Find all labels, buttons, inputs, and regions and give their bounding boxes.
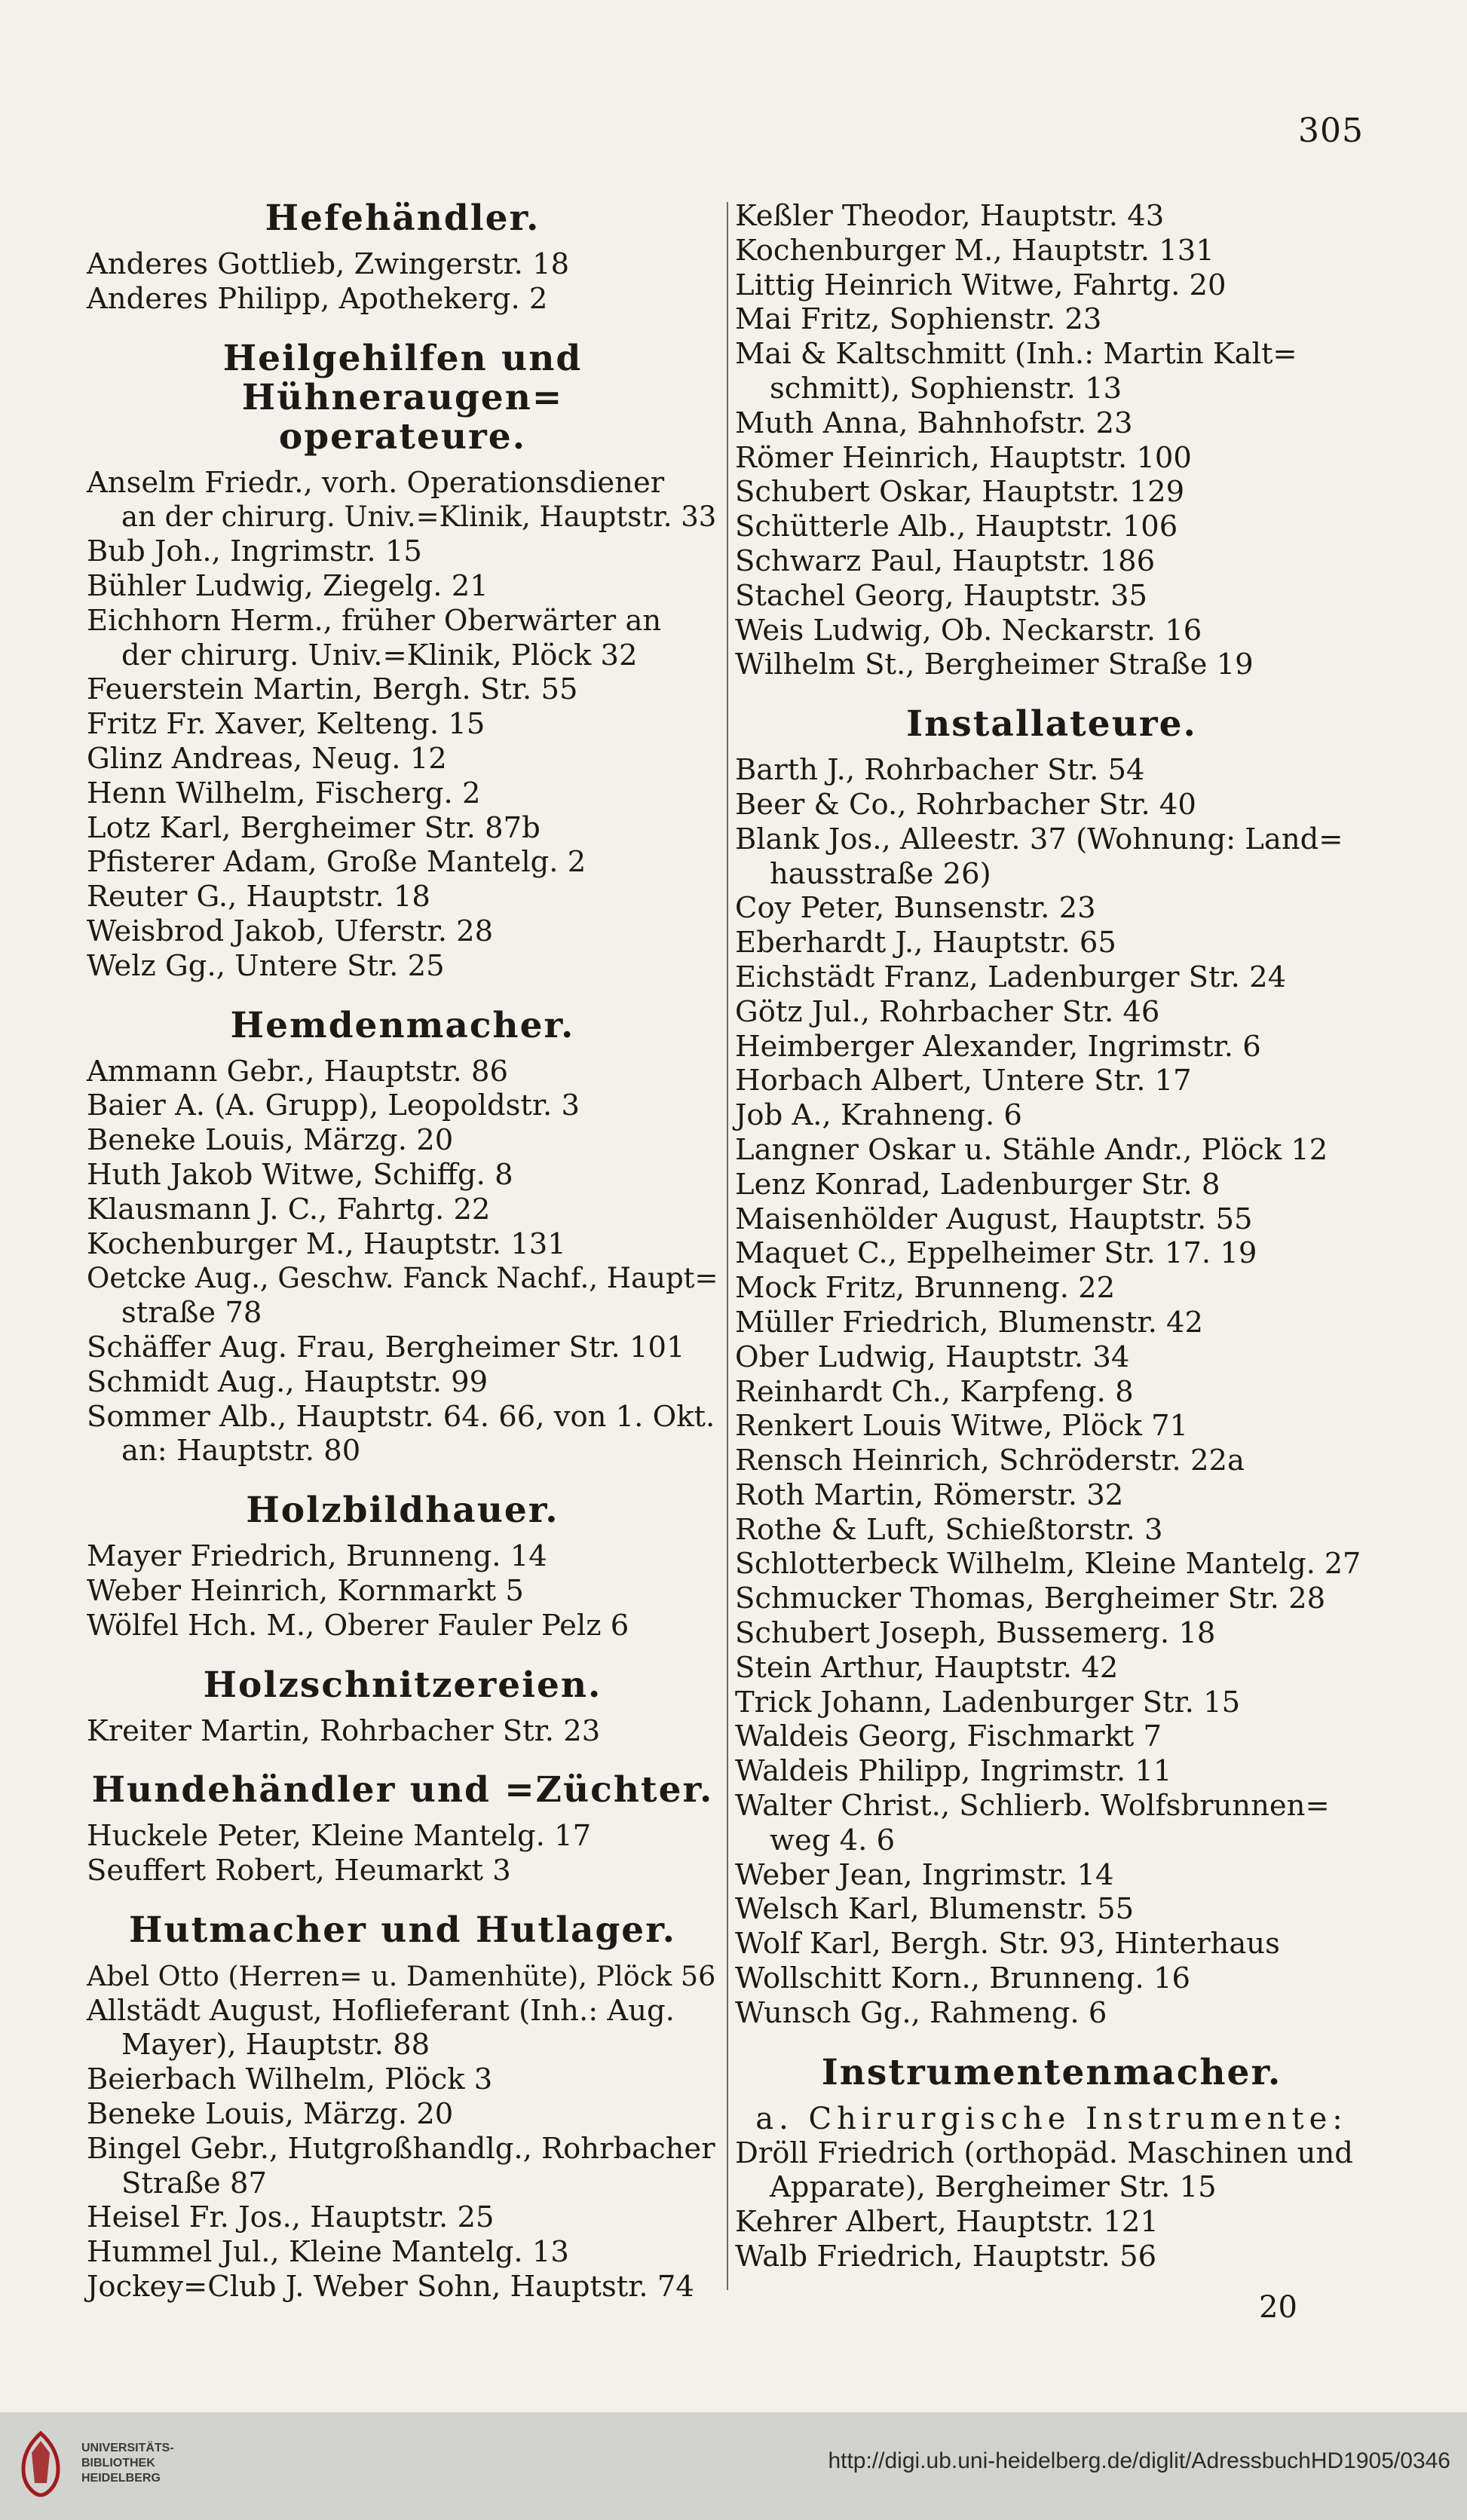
university-library-logo-icon <box>14 2430 68 2498</box>
directory-entry: Abel Otto (Herren= u. Damenhüte), Plöck 56 <box>87 1959 716 1992</box>
directory-entry: Henn Wilhelm, Fischerg. 2 <box>87 776 481 810</box>
page-number: 305 <box>1298 112 1364 150</box>
directory-entry: Wollschitt Korn., Brunneng. 16 <box>735 1961 1190 1996</box>
section-gap <box>87 984 718 1006</box>
directory-entry: Eichhorn Herm., früher Oberwärter an <box>87 603 662 638</box>
section-heading: Hutmacher und Hutlager. <box>128 1909 677 1951</box>
directory-entry: Weisbrod Jakob, Uferstr. 28 <box>87 914 494 948</box>
directory-entry: Sommer Alb., Hauptstr. 64. 66, von 1. Okt. <box>87 1399 715 1434</box>
directory-entry: Baier A. (A. Grupp), Leopoldstr. 3 <box>87 1089 580 1123</box>
directory-entry-continuation: weg 4. 6 <box>770 1823 896 1857</box>
directory-entry-continuation: hausstraße 26) <box>770 856 991 891</box>
directory-entry: Müller Friedrich, Blumenstr. 42 <box>735 1305 1204 1340</box>
directory-entry: Waldeis Georg, Fischmarkt 7 <box>735 1719 1162 1754</box>
directory-entry: Mai & Kaltschmitt (Inh.: Martin Kalt= <box>735 337 1297 372</box>
directory-entry: Beneke Louis, Märzg. 20 <box>87 2097 454 2132</box>
directory-entry: Götz Jul., Rohrbacher Str. 46 <box>735 994 1160 1029</box>
directory-entry: Kochenburger M., Hauptstr. 131 <box>87 1226 566 1261</box>
directory-entry: Schubert Joseph, Bussemerg. 18 <box>735 1616 1216 1651</box>
directory-entry: Hummel Jul., Kleine Mantelg. 13 <box>87 2235 569 2270</box>
directory-entry: Schwarz Paul, Hauptstr. 186 <box>735 543 1156 578</box>
viewer-footer <box>0 2412 1467 2520</box>
section-heading: Hundehändler und =Züchter. <box>91 1769 714 1811</box>
directory-entry: Weber Jean, Ingrimstr. 14 <box>735 1857 1114 1892</box>
heading-gap <box>87 238 718 247</box>
directory-entry: Walb Friedrich, Hauptstr. 56 <box>735 2240 1157 2274</box>
heading-gap <box>87 1046 718 1055</box>
directory-entry: Huth Jakob Witwe, Schiffg. 8 <box>87 1157 513 1192</box>
directory-entry: Rensch Heinrich, Schröderstr. 22a <box>735 1444 1245 1478</box>
directory-entry: Mai Fritz, Sophienstr. 23 <box>735 302 1102 337</box>
directory-entry: Lotz Karl, Bergheimer Str. 87b <box>87 810 541 845</box>
section-heading: Holzschnitzereien. <box>203 1664 602 1706</box>
library-name <box>81 2441 174 2486</box>
directory-entry-continuation: schmitt), Sophienstr. 13 <box>770 371 1122 406</box>
directory-entry: Anselm Friedr., vorh. Operationsdiener <box>87 465 665 500</box>
directory-entry-continuation: der chirurg. Univ.=Klinik, Plöck 32 <box>121 638 638 672</box>
directory-entry: Huckele Peter, Kleine Mantelg. 17 <box>87 1819 592 1854</box>
column-divider <box>727 202 728 2290</box>
directory-entry: Job A., Krahneng. 6 <box>735 1098 1022 1133</box>
directory-entry: Heisel Fr. Jos., Hauptstr. 25 <box>87 2200 495 2235</box>
directory-entry: Anderes Gottlieb, Zwingerstr. 18 <box>87 247 570 281</box>
directory-entry: Klausmann J. C., Fahrtg. 22 <box>87 1192 491 1226</box>
directory-entry: Allstädt August, Hoflieferant (Inh.: Aug. <box>87 1993 675 2028</box>
directory-entry: Barth J., Rohrbacher Str. 54 <box>735 753 1145 788</box>
section-heading: Holzbildhauer. <box>246 1490 559 1532</box>
section-heading: Heilgehilfen und Hühneraugen= <box>222 337 583 418</box>
directory-entry: Schäffer Aug. Frau, Bergheimer Str. 101 <box>87 1330 685 1364</box>
directory-entry: Welz Gg., Untere Str. 25 <box>87 948 445 983</box>
directory-entry-continuation: Mayer), Hauptstr. 88 <box>121 2028 430 2062</box>
directory-entry: Muth Anna, Bahnhofstr. 23 <box>735 406 1133 440</box>
left-column <box>87 199 718 2304</box>
permalink-url[interactable]: http://digi.ub.uni-heidelberg.de/diglit/AdressbuchHD1905/0346 <box>828 2448 1450 2473</box>
directory-entry: Schmidt Aug., Hauptstr. 99 <box>87 1364 488 1399</box>
directory-entry: Kochenburger M., Hauptstr. 131 <box>735 233 1214 268</box>
directory-entry: Beierbach Wilhelm, Plöck 3 <box>87 2062 493 2097</box>
directory-entry: Weber Heinrich, Kornmarkt 5 <box>87 1573 524 1608</box>
directory-entry: Trick Johann, Ladenburger Str. 15 <box>735 1685 1241 1719</box>
section-heading: operateure. <box>278 415 527 458</box>
section-heading: Installateure. <box>906 703 1197 746</box>
directory-entry: Stachel Georg, Hauptstr. 35 <box>735 578 1148 613</box>
directory-entry: Reuter G., Hauptstr. 18 <box>87 880 430 914</box>
directory-entry: Blank Jos., Alleestr. 37 (Wohnung: Land= <box>735 822 1343 856</box>
directory-entry: Ober Ludwig, Hauptstr. 34 <box>735 1340 1130 1374</box>
section-subheading: a. Chirurgische Instrumente: <box>755 2101 1348 2136</box>
directory-entry: Pfisterer Adam, Große Mantelg. 2 <box>87 845 586 880</box>
section-gap <box>87 317 718 339</box>
directory-entry: Schütterle Alb., Hauptstr. 106 <box>735 510 1178 544</box>
directory-entry: Schubert Oskar, Hauptstr. 129 <box>735 475 1185 510</box>
directory-entry: Welsch Karl, Blumenstr. 55 <box>735 1892 1135 1927</box>
directory-entry: Kreiter Martin, Rohrbacher Str. 23 <box>87 1713 601 1748</box>
directory-entry: Seuffert Robert, Heumarkt 3 <box>87 1854 511 1888</box>
directory-entry: Beneke Louis, Märzg. 20 <box>87 1123 454 1158</box>
directory-entry: Bühler Ludwig, Ziegelg. 21 <box>87 568 488 603</box>
section-gap <box>87 1643 718 1666</box>
directory-entry: Mock Fritz, Brunneng. 22 <box>735 1271 1116 1306</box>
heading-gap <box>87 1950 718 1959</box>
directory-entry: Horbach Albert, Untere Str. 17 <box>735 1064 1192 1098</box>
directory-entry: Wilhelm St., Bergheimer Straße 19 <box>735 648 1254 682</box>
section-heading: Hemdenmacher. <box>230 1004 575 1046</box>
section-gap <box>735 2031 1368 2053</box>
directory-entry: Stein Arthur, Hauptstr. 42 <box>735 1650 1119 1685</box>
heading-gap <box>87 1530 718 1539</box>
heading-gap <box>87 1705 718 1714</box>
directory-entry: Wolf Karl, Bergh. Str. 93, Hinterhaus <box>735 1927 1280 1961</box>
directory-entry: Schmucker Thomas, Bergheimer Str. 28 <box>735 1582 1326 1616</box>
library-name-line: HEIDELBERG <box>81 2472 161 2485</box>
directory-entry: Dröll Friedrich (orthopäd. Maschinen und <box>735 2136 1353 2170</box>
directory-entry: Jockey=Club J. Weber Sohn, Hauptstr. 74 <box>87 2270 694 2304</box>
directory-entry: Schlotterbeck Wilhelm, Kleine Mantelg. 27 <box>735 1547 1361 1581</box>
section-heading: Instrumentenmacher. <box>821 2051 1282 2093</box>
directory-entry: Eichstädt Franz, Ladenburger Str. 24 <box>735 960 1287 994</box>
directory-entry: Reinhardt Ch., Karpfeng. 8 <box>735 1374 1134 1409</box>
directory-entry: Keßler Theodor, Hauptstr. 43 <box>735 199 1165 233</box>
directory-entry: Glinz Andreas, Neug. 12 <box>87 741 447 776</box>
directory-entry: Römer Heinrich, Hauptstr. 100 <box>735 440 1192 475</box>
right-column <box>735 199 1368 2274</box>
directory-entry: Kehrer Albert, Hauptstr. 121 <box>735 2205 1159 2240</box>
directory-entry: Waldeis Philipp, Ingrimstr. 11 <box>735 1754 1172 1789</box>
directory-entry: Renkert Louis Witwe, Plöck 71 <box>735 1409 1189 1444</box>
directory-entry: Eberhardt J., Hauptstr. 65 <box>735 926 1116 960</box>
directory-entry-continuation: an: Hauptstr. 80 <box>121 1434 361 1468</box>
directory-entry: Maquet C., Eppelheimer Str. 17. 19 <box>735 1236 1257 1271</box>
heading-gap <box>735 744 1368 753</box>
directory-entry: Wunsch Gg., Rahmeng. 6 <box>735 1995 1107 2030</box>
directory-entry-continuation: straße 78 <box>121 1296 262 1330</box>
directory-entry-continuation: an der chirurg. Univ.=Klinik, Hauptstr. 33 <box>121 501 717 534</box>
directory-entry: Lenz Konrad, Ladenburger Str. 8 <box>735 1167 1220 1202</box>
directory-entry: Bub Joh., Ingrimstr. 15 <box>87 534 422 569</box>
directory-entry: Weis Ludwig, Ob. Neckarstr. 16 <box>735 613 1202 648</box>
directory-entry: Roth Martin, Römerstr. 32 <box>735 1477 1124 1512</box>
section-gap <box>735 682 1368 705</box>
directory-entry: Rothe & Luft, Schießtorstr. 3 <box>735 1512 1163 1547</box>
section-heading: Hefehändler. <box>265 197 541 239</box>
section-gap <box>87 1888 718 1911</box>
directory-entry: Mayer Friedrich, Brunneng. 14 <box>87 1539 547 1574</box>
section-gap <box>87 1748 718 1771</box>
directory-entry-continuation: Straße 87 <box>121 2166 267 2200</box>
directory-entry: Fritz Fr. Xaver, Kelteng. 15 <box>87 707 485 742</box>
directory-entry: Littig Heinrich Witwe, Fahrtg. 20 <box>735 268 1227 302</box>
heading-gap <box>87 457 718 466</box>
directory-entry: Feuerstein Martin, Bergh. Str. 55 <box>87 672 578 707</box>
directory-entry: Langner Oskar u. Stähle Andr., Plöck 12 <box>735 1132 1328 1167</box>
library-name-line: UNIVERSITÄTS- <box>81 2442 174 2454</box>
directory-entry: Anderes Philipp, Apothekerg. 2 <box>87 281 548 316</box>
heading-gap <box>735 2093 1368 2102</box>
section-gap <box>87 1468 718 1491</box>
directory-entry: Coy Peter, Bunsenstr. 23 <box>735 891 1096 926</box>
directory-entry: Oetcke Aug., Geschw. Fanck Nachf., Haupt= <box>87 1262 718 1295</box>
directory-entry: Walter Christ., Schlierb. Wolfsbrunnen= <box>735 1789 1330 1823</box>
directory-entry: Bingel Gebr., Hutgroßhandlg., Rohrbacher <box>87 2131 715 2166</box>
sheet-signature: 20 <box>1259 2290 1297 2325</box>
directory-entry: Maisenhölder August, Hauptstr. 55 <box>735 1202 1253 1236</box>
directory-entry: Beer & Co., Rohrbacher Str. 40 <box>735 787 1196 822</box>
library-name-line: BIBLIOTHEK <box>81 2457 155 2469</box>
directory-entry-continuation: Apparate), Bergheimer Str. 15 <box>770 2170 1217 2205</box>
directory-entry: Ammann Gebr., Hauptstr. 86 <box>87 1054 508 1089</box>
directory-entry: Wölfel Hch. M., Oberer Fauler Pelz 6 <box>87 1608 629 1643</box>
directory-entry: Heimberger Alexander, Ingrimstr. 6 <box>735 1029 1261 1064</box>
heading-gap <box>87 1810 718 1819</box>
